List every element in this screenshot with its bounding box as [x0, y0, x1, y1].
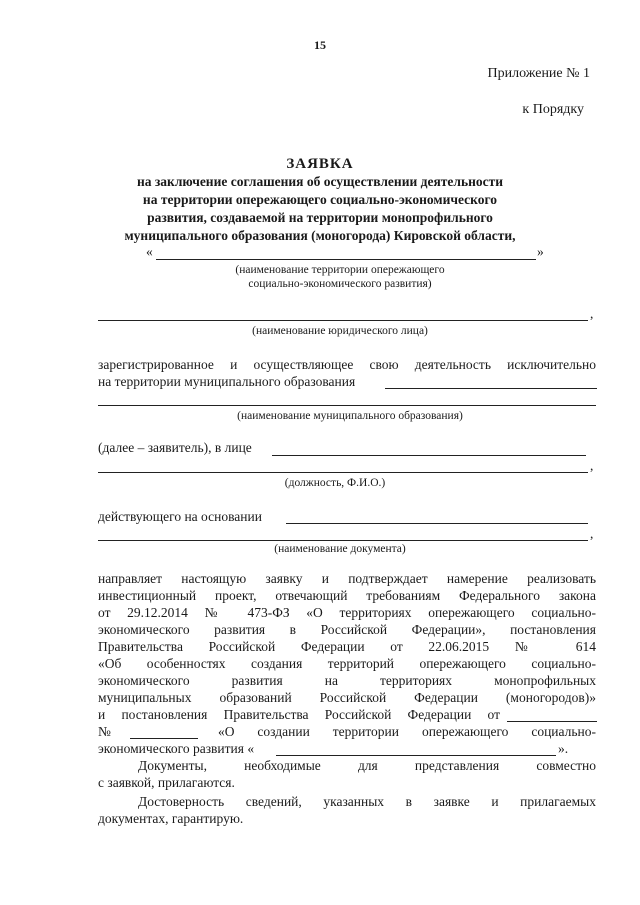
annex-reference: к Порядку	[522, 102, 584, 117]
body-line: от 29.12.2014 № 473-ФЗ «О территориях опережающего социально-	[98, 605, 596, 620]
body-line: экономического развития «	[98, 741, 255, 756]
resolution-date-field[interactable]	[507, 721, 597, 722]
caption-document: (наименование документа)	[274, 543, 406, 555]
basis-document-field[interactable]	[286, 523, 588, 524]
title-line: на территории опережающего социально-экономического	[142, 192, 498, 207]
annex-label: Приложение № 1	[487, 66, 590, 81]
title-line: муниципального образования (моногорода) Кировской области,	[124, 228, 516, 243]
caption-municipality: (наименование муниципального образования)	[237, 410, 463, 422]
comma: ,	[590, 458, 594, 473]
title-line: на заключение соглашения об осуществлении деятельности	[136, 174, 504, 189]
representative-field-2[interactable]	[98, 472, 588, 473]
open-quote: «	[146, 244, 153, 259]
body-line: экономического развития на территориях монопрофильных	[98, 673, 596, 688]
body-line: направляет настоящую заявку и подтверждает намерение реализовать	[98, 571, 596, 586]
territory-name-field[interactable]	[156, 259, 536, 260]
body-line: инвестиционный проект, отвечающий требованиям Федерального закона	[98, 588, 596, 603]
legal-entity-field[interactable]	[98, 320, 588, 321]
representative-field[interactable]	[272, 455, 586, 456]
body-line: и постановления Правительства Российской Федерации от	[98, 707, 500, 722]
acting-text: действующего на основании	[98, 509, 262, 524]
resolution-number-field[interactable]	[130, 738, 198, 739]
body-line: экономического развития в Российской Федерации», постановления	[98, 622, 596, 637]
body-line: «Об особенностях создания территорий опережающего социально-	[98, 656, 596, 671]
documents-text-2: с заявкой, прилагаются.	[98, 775, 235, 790]
title-line: развития, создаваемой на территории монопрофильного	[147, 210, 493, 225]
municipality-field[interactable]	[385, 388, 597, 389]
applicant-text: (далее – заявитель), в лице	[98, 440, 252, 455]
caption-position: (должность, Ф.И.О.)	[284, 477, 386, 489]
documents-text: Документы, необходимые для представления совместно	[138, 758, 596, 773]
registered-text-2: на территории муниципального образования	[98, 374, 356, 389]
title-heading: ЗАЯВКА	[286, 156, 354, 172]
form-title	[100, 155, 540, 245]
close-quote: »	[537, 244, 544, 259]
verification-text-2: документах, гарантирую.	[98, 811, 244, 826]
caption-legal-entity: (наименование юридического лица)	[252, 325, 428, 337]
caption-territory: (наименование территории опережающего социально-экономического развития)	[235, 264, 445, 290]
body-line: «О создании территории опережающего социально-	[218, 724, 596, 739]
registered-text: зарегистрированное и осуществляющее свою деятельность исключительно	[98, 357, 596, 372]
body-line: Правительства Российской Федерации от 22.06.2015 № 614	[98, 639, 596, 654]
comma: ,	[590, 306, 594, 321]
comma: ,	[590, 526, 594, 541]
body-line-end: ».	[558, 741, 569, 756]
page-number: 15	[314, 38, 326, 52]
municipality-field-2[interactable]	[98, 405, 596, 406]
verification-text: Достоверность сведений, указанных в заявке и прилагаемых	[138, 794, 596, 809]
basis-document-field-2[interactable]	[98, 540, 588, 541]
number-sign: №	[98, 724, 111, 739]
body-line: муниципальных образований Российской Федерации (моногородов)»	[98, 690, 596, 705]
territory-resolution-field[interactable]	[276, 755, 556, 756]
